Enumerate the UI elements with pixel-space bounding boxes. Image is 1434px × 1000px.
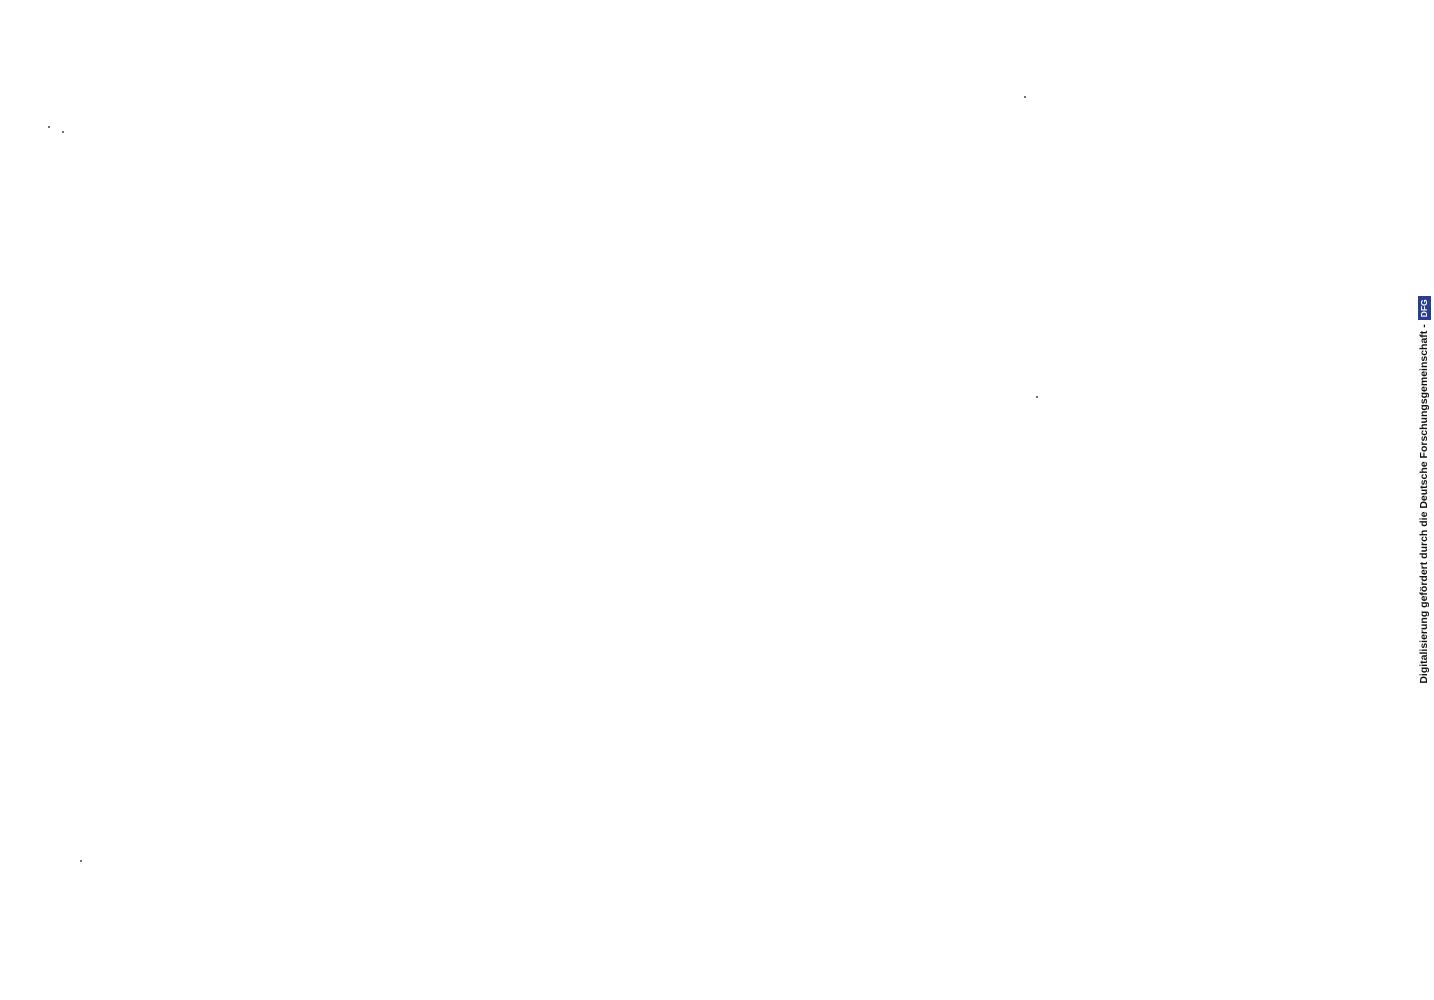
scan-speck [48, 126, 50, 128]
scan-speck [80, 860, 82, 862]
scan-speck [1036, 396, 1038, 398]
dfg-logo: DFG [1418, 296, 1431, 320]
footnote-text: Digitalisierung gefördert durch die Deutsche Forschungsgemeinschaft - [1418, 324, 1430, 684]
digitization-footnote [1416, 0, 1432, 990]
scan-speck [1024, 96, 1026, 98]
scan-speck [62, 131, 64, 133]
